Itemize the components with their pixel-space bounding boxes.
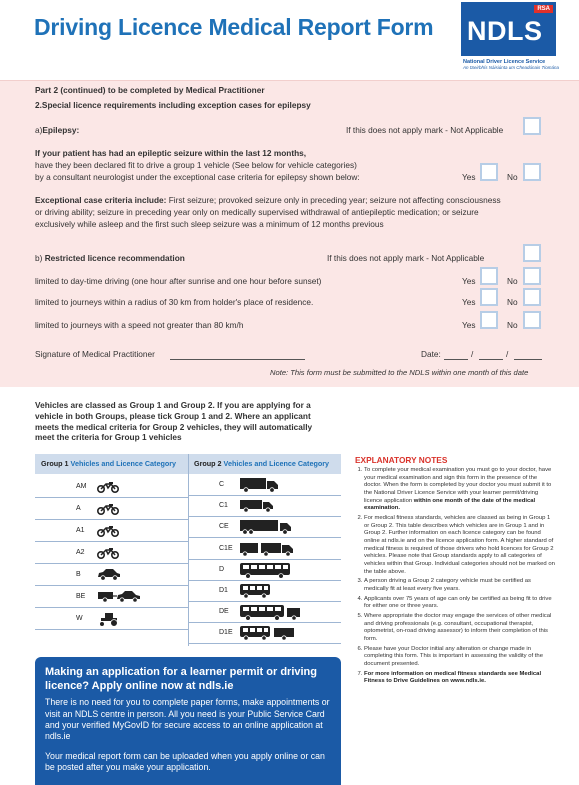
motorcycle-icon: [97, 546, 119, 564]
submission-note: Note: This form must be submitted to the NDLS within one month of this date: [270, 368, 529, 377]
exceptional-criteria-line2: or driving ability; seizure in preceding year only on medically supervised withdrawal of antiepileptic medication; or seizure: [35, 207, 479, 217]
explanatory-note: 6. Please have your Doctor initial any alteration or change made in completing this form. This is important in assessing the validity of the document presented.: [364, 646, 555, 669]
group2-row-divider: [188, 537, 341, 538]
explanatory-note: 7. For more information on medical fitness standards see Medical Fitness to Drive Guidelines on www.ndls.ie.: [364, 671, 555, 686]
group2-category-label: C1E: [219, 544, 233, 552]
group1-row-divider: [35, 607, 188, 608]
signature-label: Signature of Medical Practitioner: [35, 349, 155, 359]
restriction-daytime-yes-checkbox[interactable]: [480, 267, 498, 285]
restricted-not-applicable-checkbox[interactable]: [523, 244, 541, 262]
group1-row-divider: [35, 541, 188, 542]
date-separator-1: /: [471, 349, 474, 359]
restriction-radius-no-label: No: [507, 297, 518, 307]
restriction-speed-yes-label: Yes: [462, 320, 476, 330]
group2-row-divider: [188, 601, 341, 602]
group1-category-label: A1: [76, 527, 85, 534]
restriction-radius-no-checkbox[interactable]: [523, 288, 541, 306]
group1-row-divider: [35, 629, 188, 630]
explanatory-notes-list: [355, 467, 555, 686]
epilepsy-not-applicable: If this does not apply mark - Not Applicable: [346, 125, 504, 135]
group2-row-divider: [188, 622, 341, 623]
apply-online-box: [35, 657, 341, 785]
page-title: Driving Licence Medical Report Form: [34, 14, 434, 40]
group1-row-divider: [35, 497, 188, 498]
restricted-not-applicable: If this does not apply mark - Not Applicable: [327, 253, 485, 263]
seizure-no-checkbox[interactable]: [523, 163, 541, 181]
group2-category-label: D: [219, 565, 225, 573]
apply-online-para1: There is no need for you to complete paper forms, make appointments or visit an NDLS centre in person. All you need is your Public Service Card and your verified MyGovID for secure access to an online application at ndls.ie: [45, 697, 330, 742]
apply-online-para2: Your medical report form can be uploaded when you apply online or can be posted after you make your application.: [45, 750, 325, 773]
ndls-logo: [461, 2, 560, 70]
small-truck-icon: [239, 498, 275, 518]
restricted-licence-label: b) Restricted licence recommendation: [35, 253, 185, 263]
group2-row-divider: [188, 559, 341, 560]
date-year-field[interactable]: [514, 359, 542, 360]
restriction-speed-no-label: No: [507, 320, 518, 330]
group2-category-label: DE: [219, 608, 229, 616]
restriction-radius-yes-checkbox[interactable]: [480, 288, 498, 306]
vehicle-groups-intro: Vehicles are classed as Group 1 and Group 2. If you are applying for a vehicle in both Groups, please tick Group 1 and 2. Where an applicant meets the medical criteria for Group 2 vehicles, they will automatically meet the criteria for Group 1 vehicles: [35, 400, 313, 443]
part2-heading: Part 2 (continued) to be completed by Medical Practitioner: [35, 85, 265, 95]
group2-category-label: C: [219, 481, 225, 488]
explanatory-note: 2. For medical fitness standards, vehicles are classed as being in Group 1 or Group 2. This table describes which vehicles are in Group 1 and in Group 2. Further information on each licence category can be found online at ndls.ie and on the licence application form. A higher standard of medical fitness is required of those drivers who hold licences for Group 2 vehicles. Please note that Group standards apply to all categories of vehicles within that Group. Individual categories should not be marked on the table above.: [364, 515, 555, 576]
group1-row-divider: [35, 563, 188, 564]
group2-row-divider: [188, 495, 341, 496]
group1-category-label: BE: [76, 593, 86, 600]
group1-category-label: W: [76, 615, 83, 622]
motorcycle-icon: [97, 502, 119, 520]
restriction-daytime-no-checkbox[interactable]: [523, 267, 541, 285]
group1-row-divider: [35, 585, 188, 586]
group1-row-divider: [35, 519, 188, 520]
car-trailer-icon: [97, 590, 141, 608]
group1-category-label: A2: [76, 549, 85, 556]
restriction-speed-no-checkbox[interactable]: [523, 311, 541, 329]
explanatory-note: 3. A person driving a Group 2 category vehicle must be certified as medically fit at least every five years.: [364, 578, 555, 593]
group2-category-label: D1E: [219, 629, 233, 637]
date-separator-2: /: [506, 349, 509, 359]
vehicle-table-divider: [188, 454, 189, 646]
seizure-yes-label: Yes: [462, 172, 476, 182]
seizure-yes-checkbox[interactable]: [480, 163, 498, 181]
car-icon: [97, 568, 121, 586]
logo-subtitle: National Driver Licence Service: [463, 59, 546, 65]
logo-name: NDLS: [467, 16, 543, 46]
group1-category-label: B: [76, 571, 81, 578]
date-month-field[interactable]: [479, 359, 503, 360]
apply-online-heading: Making an application for a learner permit or driving licence? Apply online now at ndls.ie: [45, 666, 317, 693]
rsa-badge: RSA: [534, 5, 553, 13]
seizure-question-line1: If your patient has had an epileptic seizure within the last 12 months,: [35, 148, 307, 158]
group2-row-divider: [188, 580, 341, 581]
moped-icon: [97, 480, 119, 498]
restriction-daytime-no-label: No: [507, 276, 518, 286]
explanatory-notes: [355, 455, 555, 688]
motorcycle-icon: [97, 524, 119, 542]
explanatory-note: 5. Where appropriate the doctor may engage the services of other medical and driving professionals (e.g. consultant, occupational therapist, optometrist, on-road driving assessor) to inform their completion of this form.: [364, 613, 555, 644]
seizure-question-line2: have they been declared fit to drive a group 1 vehicle (See below for vehicle categories): [35, 160, 357, 170]
exceptional-criteria-line1: Exceptional case criteria include: First seizure; provoked seizure only in preceding year; seizure not affecting consciousness: [35, 195, 501, 205]
date-label: Date:: [421, 349, 441, 359]
epilepsy-label: a)Epilepsy:: [35, 125, 80, 135]
group2-row-divider: [188, 643, 341, 644]
part2-subheading: 2.Special licence requirements including exception cases for epilepsy: [35, 100, 311, 110]
seizure-no-label: No: [507, 172, 518, 182]
exceptional-criteria-line3: exclusively while asleep and the first such sleep seizure was a minimum of 12 months previous: [35, 219, 384, 229]
epilepsy-not-applicable-checkbox[interactable]: [523, 117, 541, 135]
seizure-question-line3: by a consultant neurologist under the exceptional case criteria for epilepsy shown below:: [35, 172, 360, 182]
group2-category-label: C1: [219, 502, 228, 510]
group2-heading: Group 2 Vehicles and Licence Category: [194, 459, 330, 468]
group1-category-label: A: [76, 505, 81, 512]
logo-box: [461, 2, 556, 56]
restriction-radius-yes-label: Yes: [462, 297, 476, 307]
explanatory-note: 4. Applicants over 75 years of age can only be certified as being fit to drive for either one or three years.: [364, 596, 555, 611]
group1-category-label: AM: [76, 483, 87, 490]
group1-heading: Group 1 Vehicles and Licence Category: [41, 459, 177, 468]
signature-field[interactable]: [170, 359, 305, 360]
logo-subtitle-irish: An tSeirbhís Náisiúnta um Cheadúnais Tiomána: [463, 65, 560, 70]
restriction-radius: limited to journeys within a radius of 30 km from holder's place of residence.: [35, 297, 314, 307]
explanatory-notes-heading: EXPLANATORY NOTES: [355, 455, 448, 465]
restriction-daytime: limited to day-time driving (one hour after sunrise and one hour before sunset): [35, 276, 322, 286]
restriction-speed: limited to journeys with a speed not greater than 80 km/h: [35, 320, 244, 330]
restriction-speed-yes-checkbox[interactable]: [480, 311, 498, 329]
date-day-field[interactable]: [444, 359, 468, 360]
group2-category-label: D1: [219, 587, 228, 594]
restriction-daytime-yes-label: Yes: [462, 276, 476, 286]
group2-category-label: CE: [219, 523, 229, 531]
group2-row-divider: [188, 516, 341, 517]
explanatory-note: 1. To complete your medical examination you must go to your doctor, have your medical examination and sign this form in the presence of the doctor. When the form is completed by your doctor you must submit it to the National Driver Licence Service with your learner permit/driving licence application within one month of the date of the medical examination.: [364, 467, 555, 513]
